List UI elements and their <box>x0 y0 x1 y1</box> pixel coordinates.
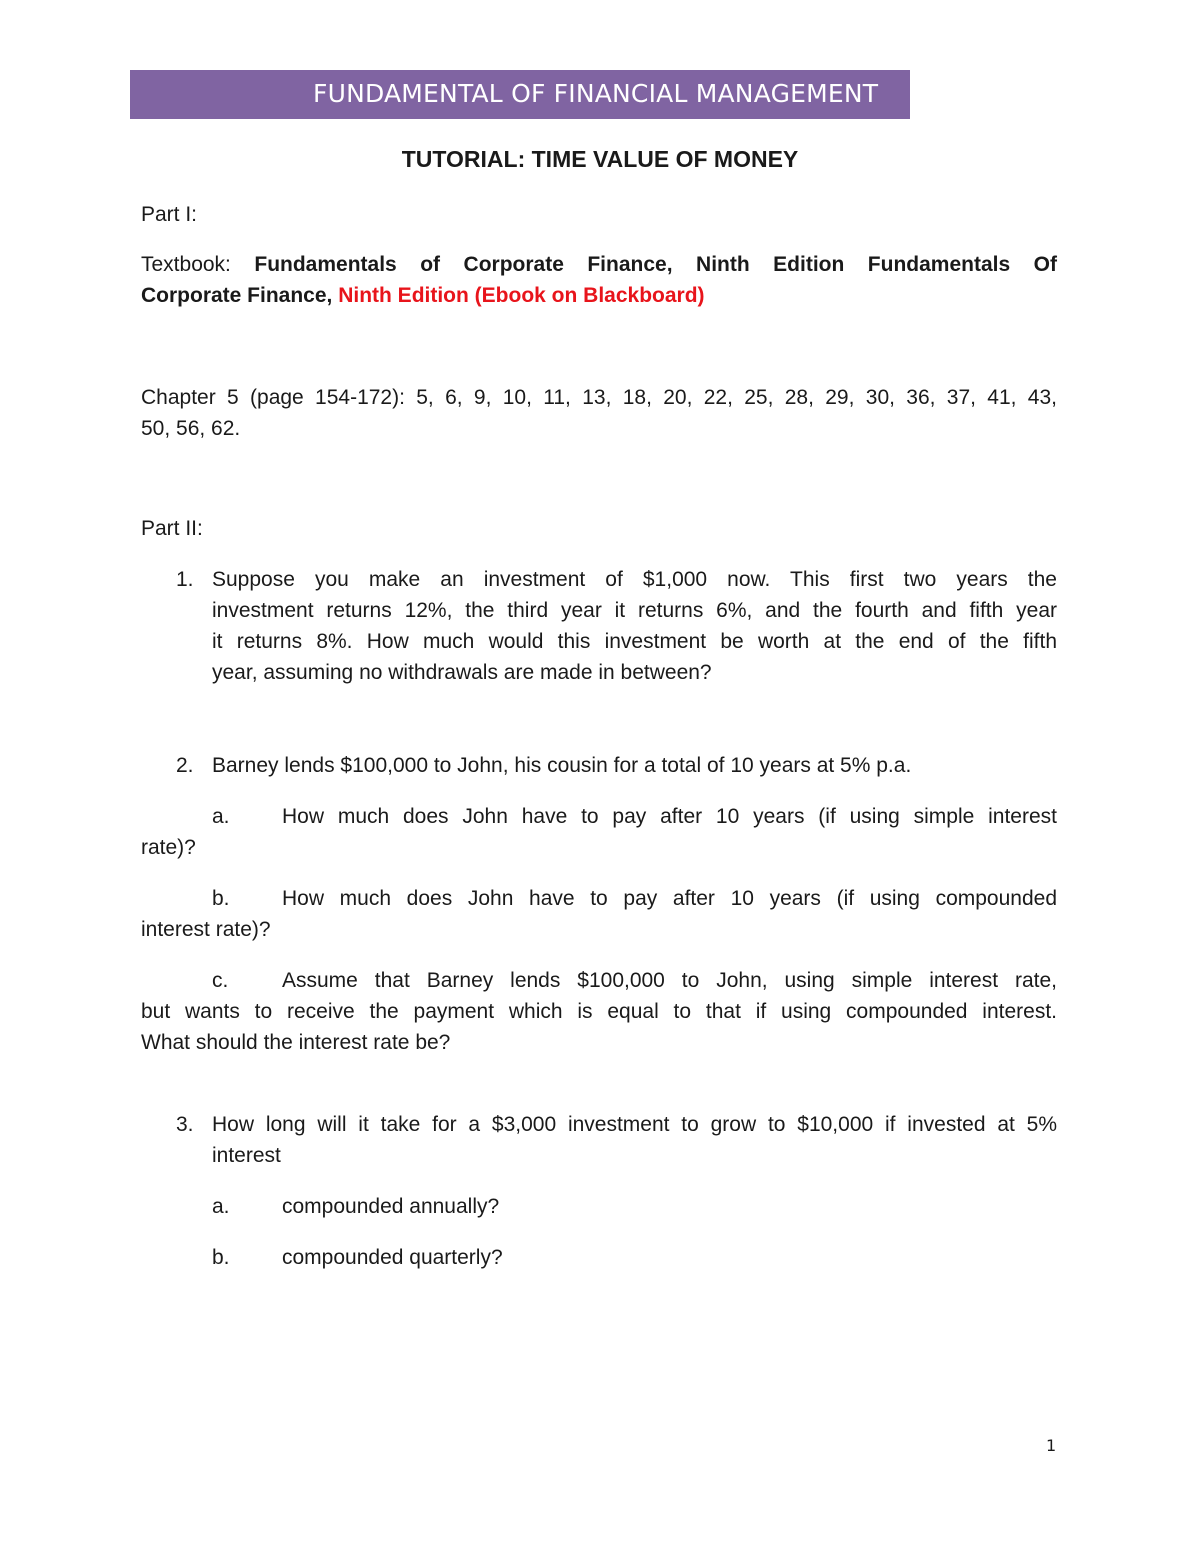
q3-number: 3. <box>176 1113 194 1136</box>
part1-label: Part I: <box>141 203 198 226</box>
part2-label: Part II: <box>141 517 203 540</box>
banner-title: FUNDAMENTAL OF FINANCIAL MANAGEMENT <box>313 79 879 108</box>
q1-line-3: it returns 8%. How much would this investment be worth at the end of the fifth <box>212 630 1057 653</box>
q2-number: 2. <box>176 754 194 777</box>
q1-line-2: investment returns 12%, the third year it returns 6%, and the fourth and fifth year <box>212 599 1057 622</box>
textbook-line-2 <box>141 280 705 311</box>
q2a-line-1: How much does John have to pay after 10 years (if using simple interest <box>282 805 1057 828</box>
page-title: TUTORIAL: TIME VALUE OF MONEY <box>401 146 799 172</box>
q2c-line-1: Assume that Barney lends $100,000 to John, using simple interest rate, <box>282 969 1057 992</box>
q1-line-4: year, assuming no withdrawals are made in between? <box>212 661 712 684</box>
q3-line-1: How long will it take for a $3,000 investment to grow to $10,000 if invested at 5% <box>212 1113 1057 1136</box>
q3a-text: compounded annually? <box>282 1195 500 1218</box>
chapter-line-2: 50, 56, 62. <box>141 417 241 440</box>
q2-text: Barney lends $100,000 to John, his cousin for a total of 10 years at 5% p.a. <box>212 754 912 777</box>
textbook-title-bold: Fundamentals of Corporate Finance, Ninth Edition Fundamentals Of <box>254 253 1057 276</box>
header-banner <box>130 70 910 119</box>
q2c-letter: c. <box>212 969 229 992</box>
q2b-line-2: interest rate)? <box>141 918 271 941</box>
q1-number: 1. <box>176 568 194 591</box>
q3b-text: compounded quarterly? <box>282 1246 503 1269</box>
q2a-line-2: rate)? <box>141 836 196 859</box>
q3-line-2: interest <box>212 1144 281 1167</box>
q2b-line-1: How much does John have to pay after 10 years (if using compounded <box>282 887 1057 910</box>
q1-line-1: Suppose you make an investment of $1,000 now. This first two years the <box>212 568 1057 591</box>
q2a-letter: a. <box>212 805 230 828</box>
q2c-line-2: but wants to receive the payment which is equal to that if using compounded interest. <box>141 1000 1057 1023</box>
q3b-letter: b. <box>212 1246 230 1269</box>
textbook-edition-red: Ninth Edition (Ebook on Blackboard) <box>338 284 705 307</box>
q2c-line-3: What should the interest rate be? <box>141 1031 451 1054</box>
page-number: 1 <box>1046 1436 1057 1455</box>
chapter-line-1: Chapter 5 (page 154-172): 5, 6, 9, 10, 11, 13, 18, 20, 22, 25, 28, 29, 30, 36, 37, 41, 43, <box>141 386 1057 409</box>
q2b-letter: b. <box>212 887 230 910</box>
textbook-line-1 <box>141 249 1057 280</box>
textbook-title-bold-2: Corporate Finance, <box>141 284 339 307</box>
q3a-letter: a. <box>212 1195 230 1218</box>
textbook-prefix: Textbook: <box>141 253 255 276</box>
